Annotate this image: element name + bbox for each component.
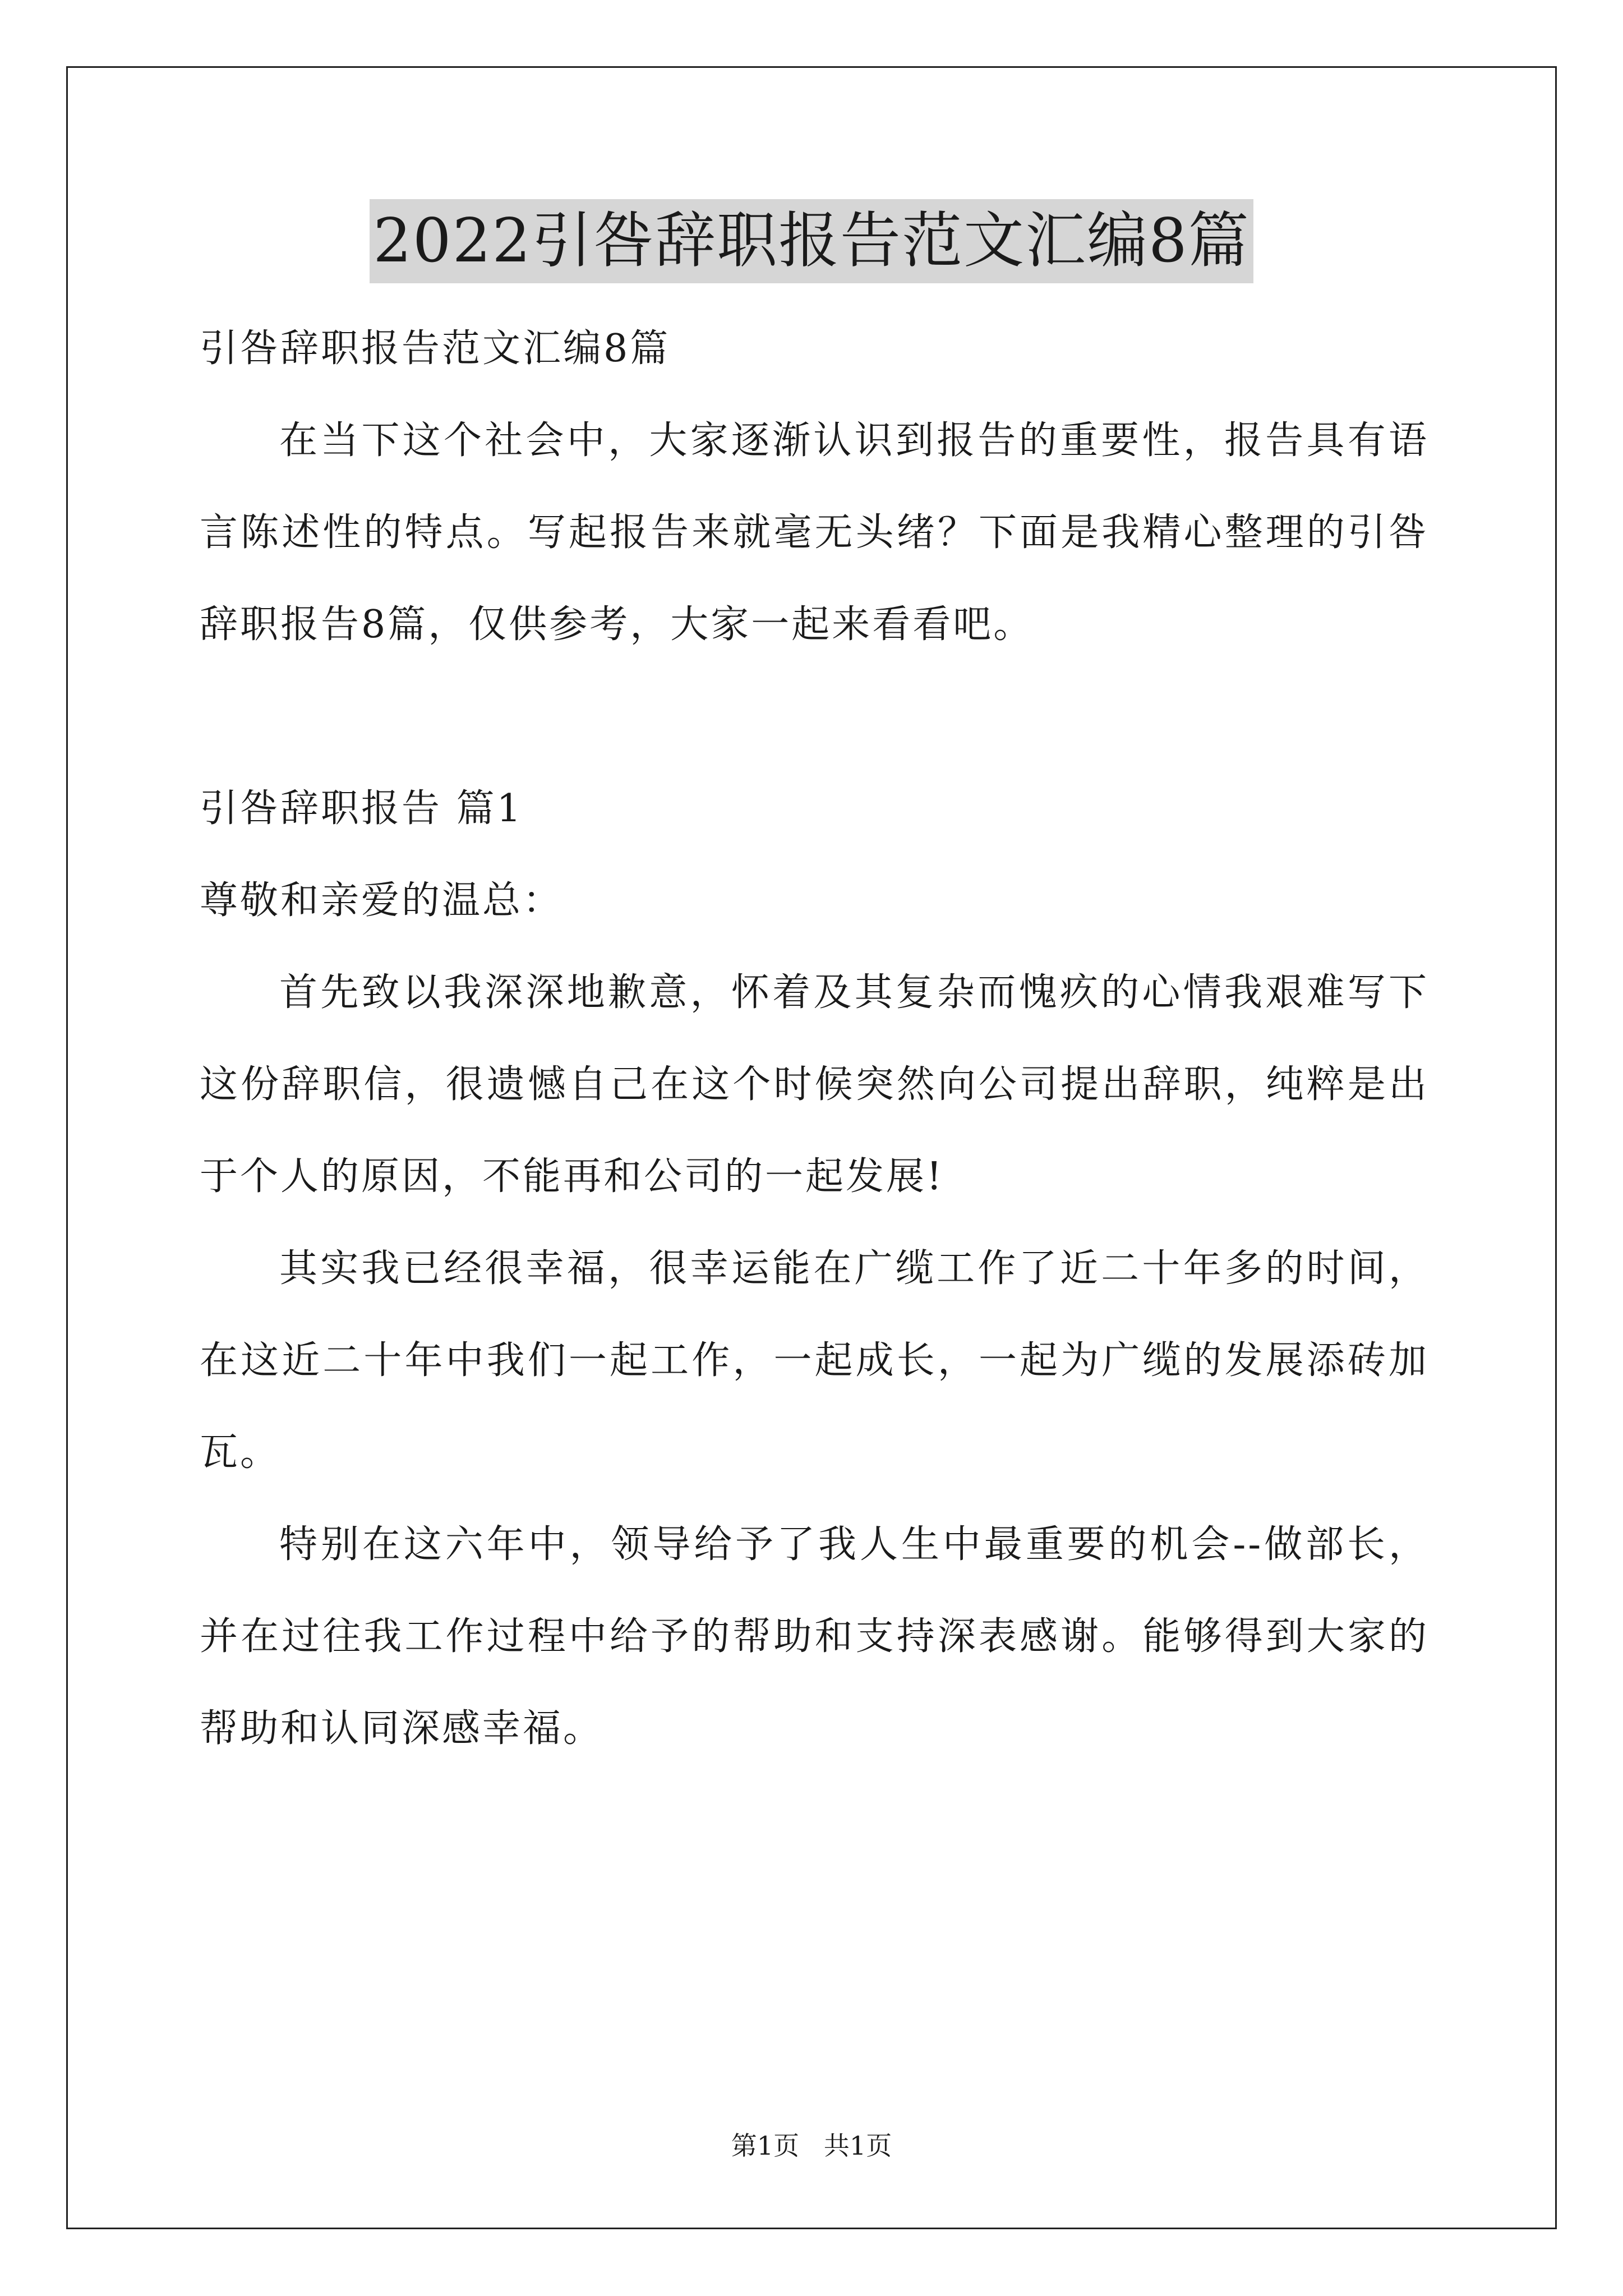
page-footer: 第1页 共1页 <box>731 2131 892 2161</box>
body-paragraph: 其实我已经很幸福，很幸运能在广缆工作了近二十年多的时间，在这近二十年中我们一起工作，一起成长，一起为广缆的发展添砖加瓦。 <box>200 1246 1429 1475</box>
document-title: 2022引咎辞职报告范文汇编8篇 <box>370 199 1253 283</box>
intro-paragraph: 在当下这个社会中，大家逐渐认识到报告的重要性，报告具有语言陈述性的特点。写起报告来就毫无头绪？下面是我精心整理的引咎辞职报告8篇，仅供参考，大家一起来看看吧。 <box>200 418 1429 647</box>
title-area <box>0 199 1623 283</box>
salutation: 尊敬和亲爱的温总： <box>200 878 564 923</box>
body-paragraph: 首先致以我深深地歉意，怀着及其复杂而愧疚的心情我艰难写下这份辞职信，很遗憾自己在这个时候突然向公司提出辞职，纯粹是出于个人的原因，不能再和公司的一起发展! <box>200 970 1429 1199</box>
body-paragraph: 特别在这六年中，领导给予了我人生中最重要的机会--做部长，并在过往我工作过程中给予的帮助和支持深表感谢。能够得到大家的帮助和认同深感幸福。 <box>200 1522 1429 1751</box>
subtitle-paragraph: 引咎辞职报告范文汇编8篇 <box>200 326 671 371</box>
section-heading: 引咎辞职报告 篇1 <box>200 786 523 831</box>
document-body <box>200 303 1429 1775</box>
